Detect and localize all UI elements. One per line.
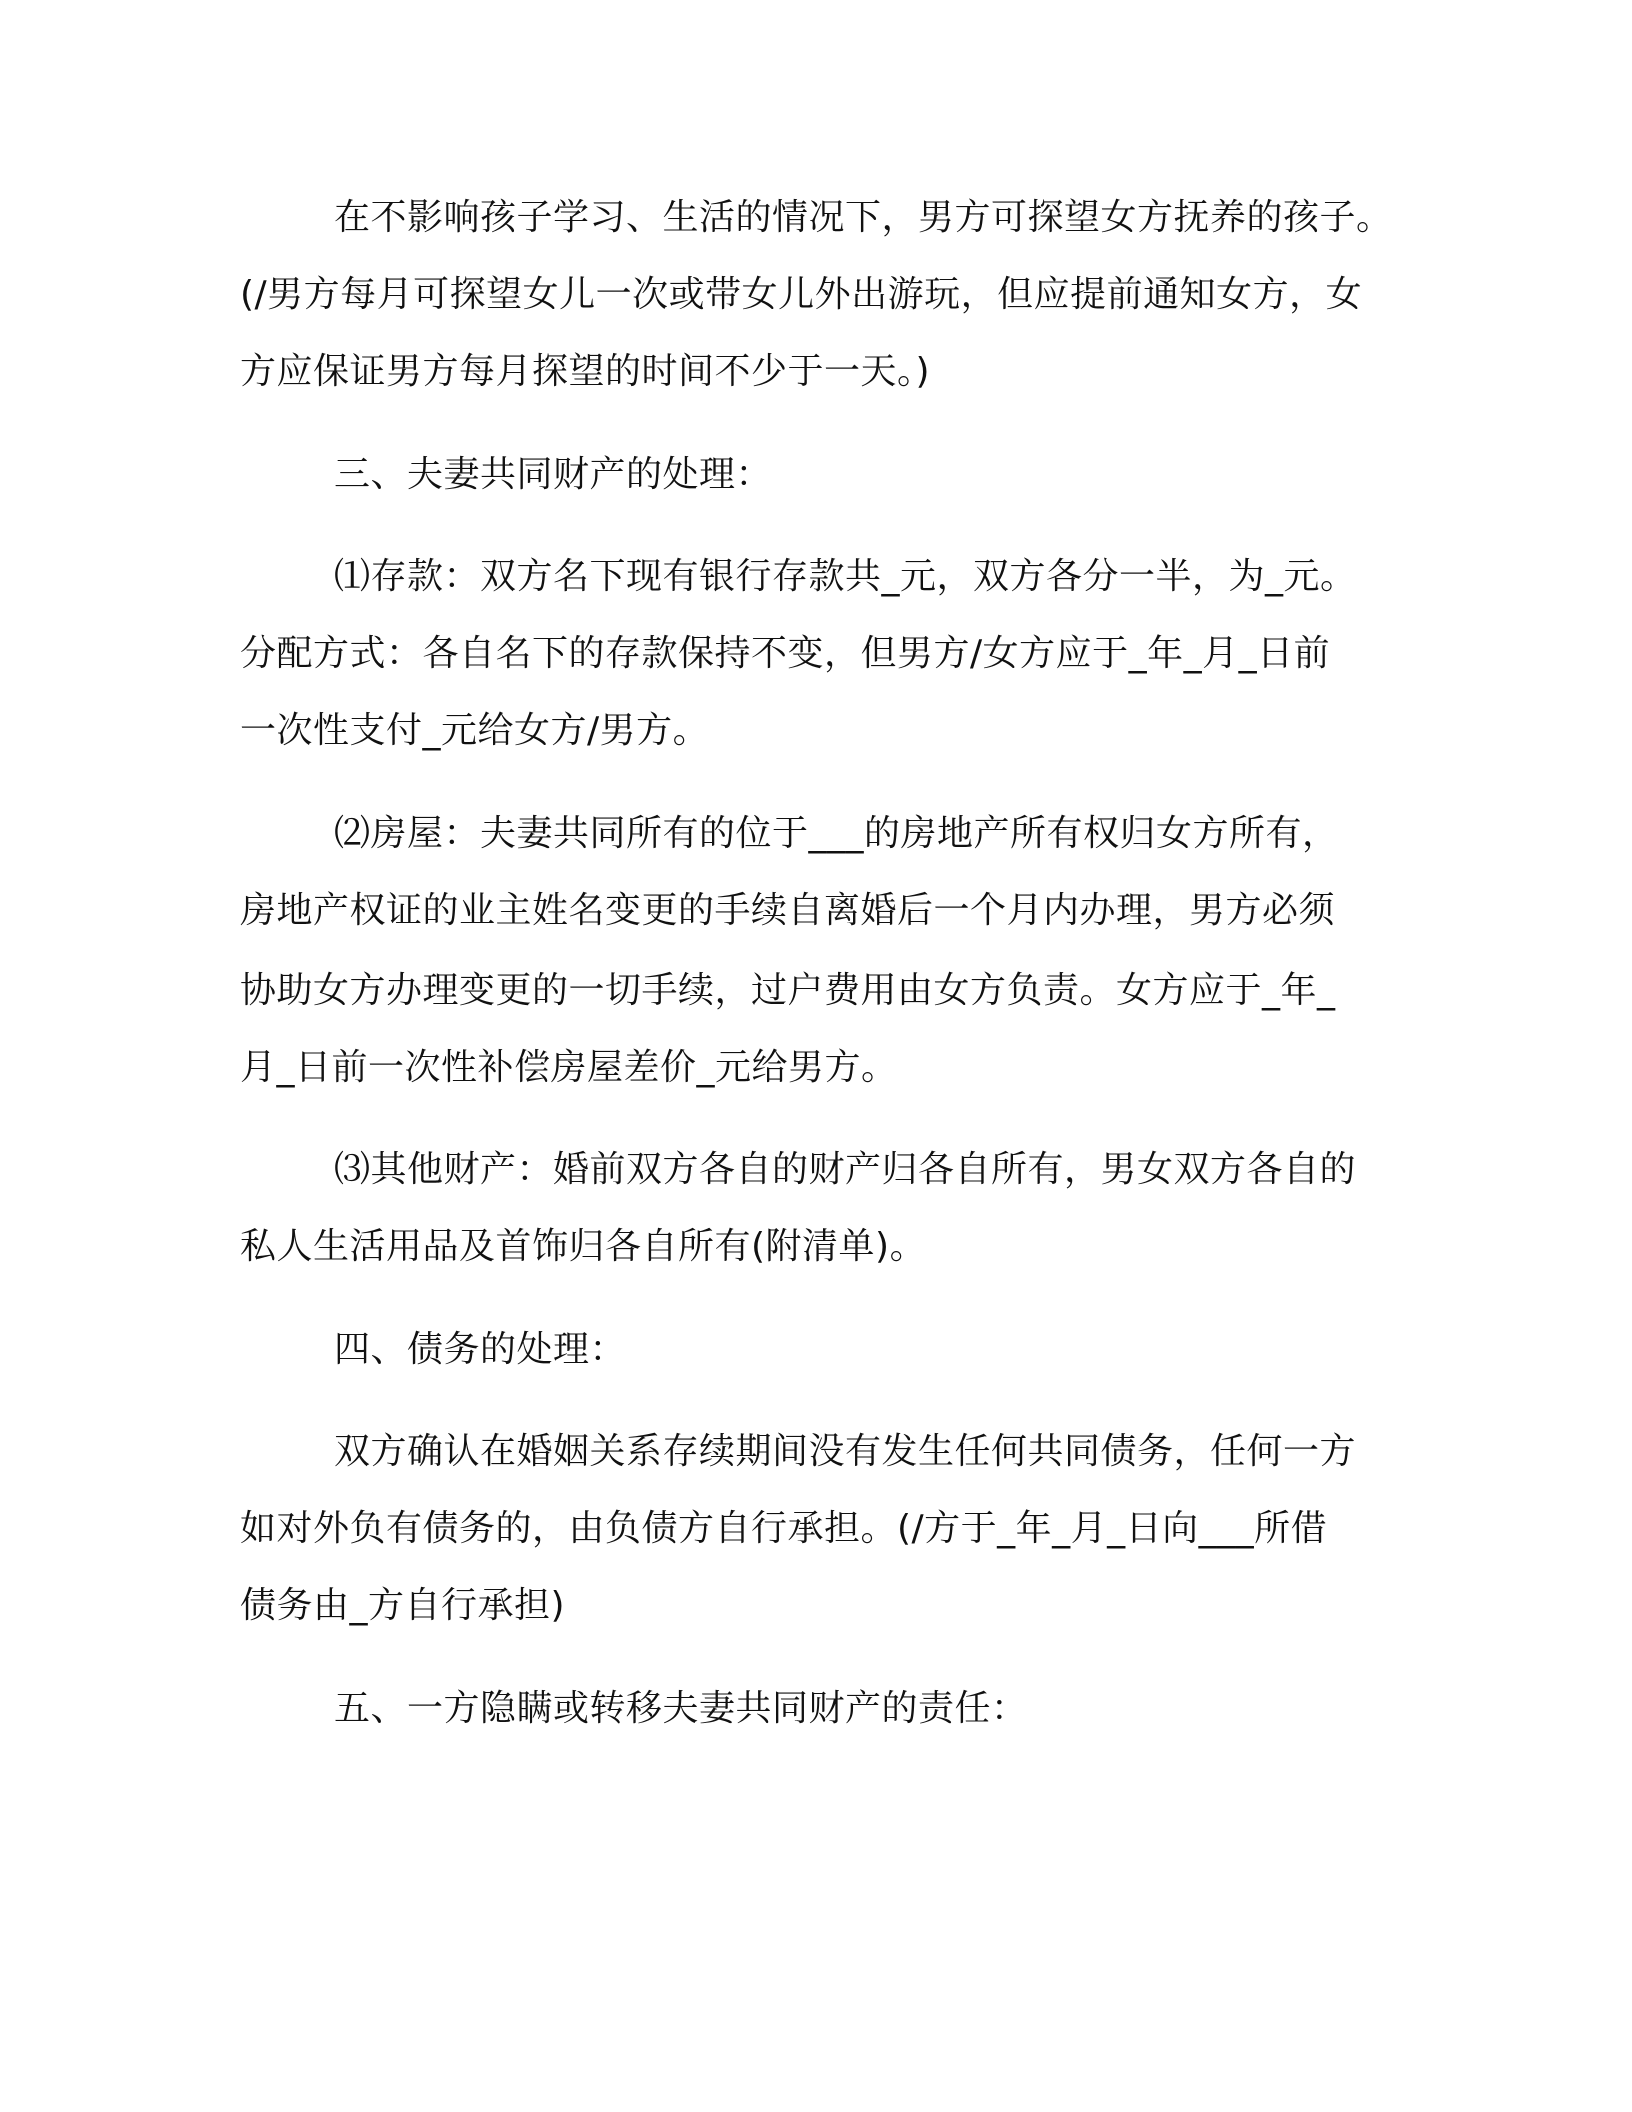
- section-heading-concealment: 五、一方隐瞒或转移夫妻共同财产的责任：: [334, 1688, 1028, 1729]
- paragraph-house-line-3: 协助女方办理变更的一切手续，过户费用由女方负责。女方应于_年_: [240, 970, 1336, 1011]
- paragraph-house-line-4: 月_日前一次性补偿房屋差价_元给男方。: [240, 1047, 898, 1088]
- paragraph-visitation-line-1: 在不影响孩子学习、生活的情况下，男方可探望女方抚养的孩子。: [334, 197, 1393, 238]
- paragraph-deposits-line-1: ⑴存款：双方名下现有银行存款共_元，双方各分一半，为_元。: [334, 556, 1357, 597]
- paragraph-debts-line-2: 如对外负有债务的，由负债方自行承担。(/方于_年_月_日向___所借: [240, 1508, 1328, 1549]
- section-heading-debts: 四、债务的处理：: [334, 1329, 627, 1370]
- paragraph-house-line-1: ⑵房屋：夫妻共同所有的位于___的房地产所有权归女方所有，: [334, 813, 1339, 854]
- paragraph-debts-line-3: 债务由_方自行承担): [240, 1585, 566, 1626]
- paragraph-other-property-line-1: ⑶其他财产：婚前双方各自的财产归各自所有，男女双方各自的: [334, 1149, 1357, 1190]
- paragraph-visitation-line-3: 方应保证男方每月探望的时间不少于一天。): [240, 351, 931, 392]
- paragraph-other-property-line-2: 私人生活用品及首饰归各自所有(附清单)。: [240, 1226, 927, 1267]
- paragraph-deposits-line-3: 一次性支付_元给女方/男方。: [240, 710, 710, 751]
- paragraph-visitation-line-2: (/男方每月可探望女儿一次或带女儿外出游玩，但应提前通知女方，女: [240, 274, 1363, 315]
- paragraph-deposits-line-2: 分配方式：各自名下的存款保持不变，但男方/女方应于_年_月_日前: [240, 633, 1331, 674]
- paragraph-debts-line-1: 双方确认在婚姻关系存续期间没有发生任何共同债务，任何一方: [334, 1431, 1357, 1472]
- paragraph-house-line-2: 房地产权证的业主姓名变更的手续自离婚后一个月内办理，男方必须: [240, 890, 1336, 931]
- section-heading-property: 三、夫妻共同财产的处理：: [334, 454, 773, 495]
